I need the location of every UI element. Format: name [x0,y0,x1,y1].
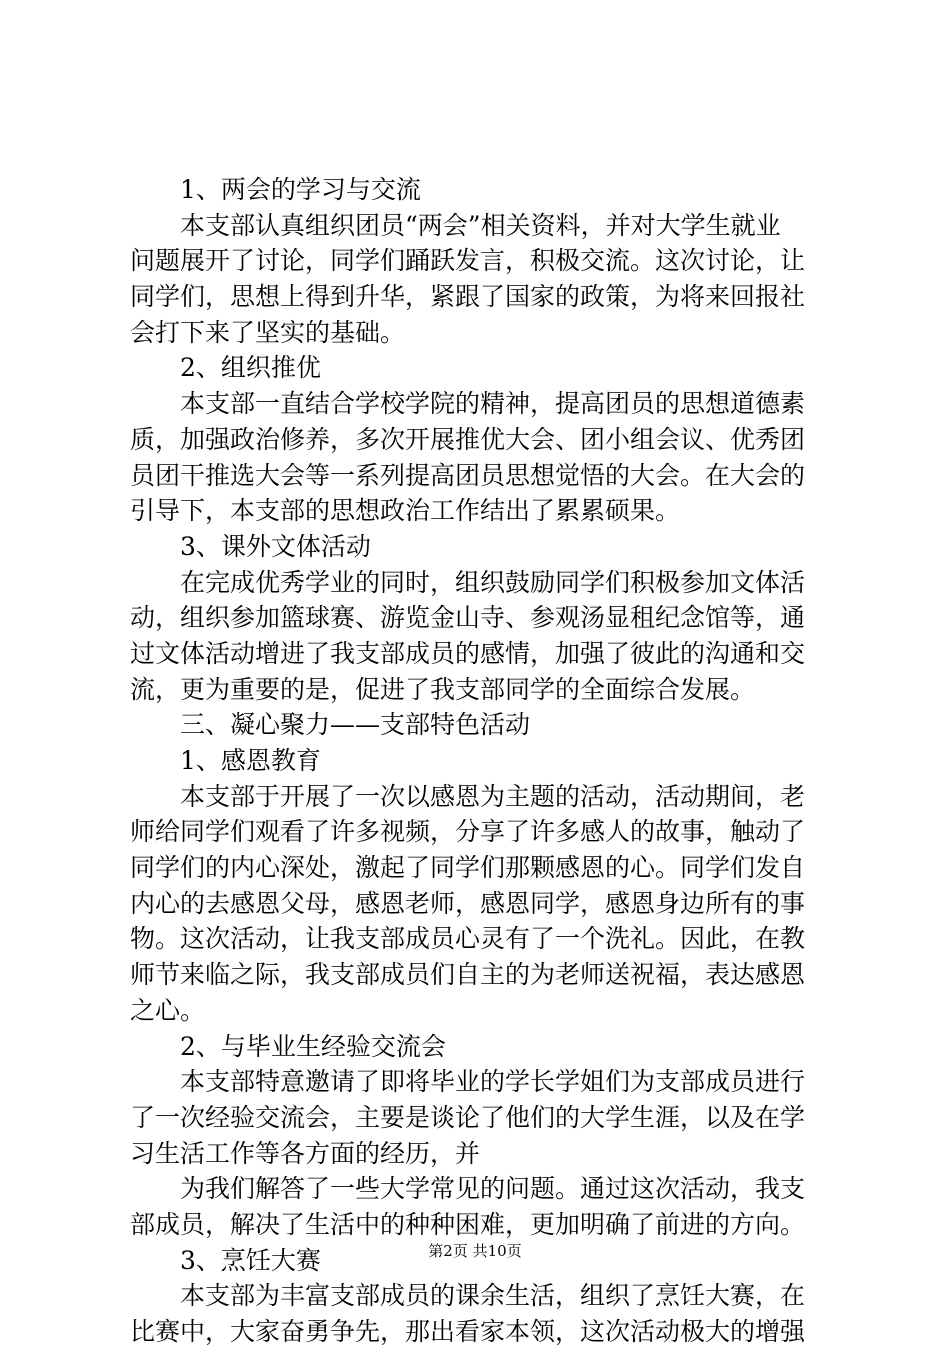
document-line: 部成员，解决了生活中的种种困难，更加明确了前进的方向。 [130,1209,806,1239]
page-footer: 第2页 共10页 [428,1242,522,1260]
document-line: 习生活工作等各方面的经历，并 [130,1138,481,1168]
document-line: 比赛中，大家奋勇争先，那出看家本领，这次活动极大的增强 [130,1317,806,1346]
document-line: 3、烹饪大赛 [180,1245,321,1275]
document-line: 同学们的内心深处，激起了同学们那颗感恩的心。同学们发自 [130,853,806,883]
document-line: 本支部于开展了一次以感恩为主题的活动，活动期间，老 [180,781,806,811]
document-line: 为我们解答了一些大学常见的问题。通过这次活动，我支 [180,1174,806,1204]
document-line: 三、凝心聚力——支部特色活动 [180,710,531,740]
document-line: 1、两会的学习与交流 [180,175,421,204]
document-line: 内心的去感恩父母，感恩老师，感恩同学，感恩身边所有的事 [130,888,806,918]
document-line: 在完成优秀学业的同时，组织鼓励同学们积极参加文体活 [180,567,806,597]
document-line: 动，组织参加篮球赛、游览金山寺、参观汤显租纪念馆等，通 [130,603,806,633]
document-line: 员团干推选大会等一系列提高团员思想觉悟的大会。在大会的 [130,460,806,490]
document-line: 本支部特意邀请了即将毕业的学长学姐们为支部成员进行 [180,1067,806,1097]
document-line: 本支部一直结合学校学院的精神，提高团员的思想道德素 [180,389,806,419]
document-line: 2、组织推优 [180,353,321,383]
document-line: 会打下来了坚实的基础。 [130,317,406,347]
document-line: 本支部认真组织团员“两会”相关资料，并对大学生就业 [180,210,781,240]
document-line: 2、与毕业生经验交流会 [180,1031,446,1061]
document-line: 之心。 [130,995,206,1025]
document-line: 本支部为丰富支部成员的课余生活，组织了烹饪大赛，在 [180,1281,806,1311]
document-line: 了一次经验交流会，主要是谈论了他们的大学生涯，以及在学 [130,1102,806,1132]
document-line: 引导下，本支部的思想政治工作结出了累累硕果。 [130,496,681,526]
document-line: 3、课外文体活动 [180,531,371,561]
document-line: 流，更为重要的是，促进了我支部同学的全面综合发展。 [130,674,756,704]
document-line: 过文体活动增进了我支部成员的感情，加强了彼此的沟通和交 [130,638,806,668]
document-line: 师节来临之际，我支部成员们自主的为老师送祝福，表达感恩 [130,960,806,990]
document-line: 同学们，思想上得到升华，紧跟了国家的政策，为将来回报社 [130,282,806,312]
document-line: 物。这次活动，让我支部成员心灵有了一个洗礼。因此，在教 [130,924,806,954]
document-line: 质，加强政治修养，多次开展推优大会、团小组会议、优秀团 [130,424,806,454]
document-body [130,172,830,1350]
document-line: 师给同学们观看了许多视频，分享了许多感人的故事，触动了 [130,817,806,847]
document-line: 1、感恩教育 [180,746,321,775]
document-line: 问题展开了讨论，同学们踊跃发言，积极交流。这次讨论，让 [130,246,806,276]
